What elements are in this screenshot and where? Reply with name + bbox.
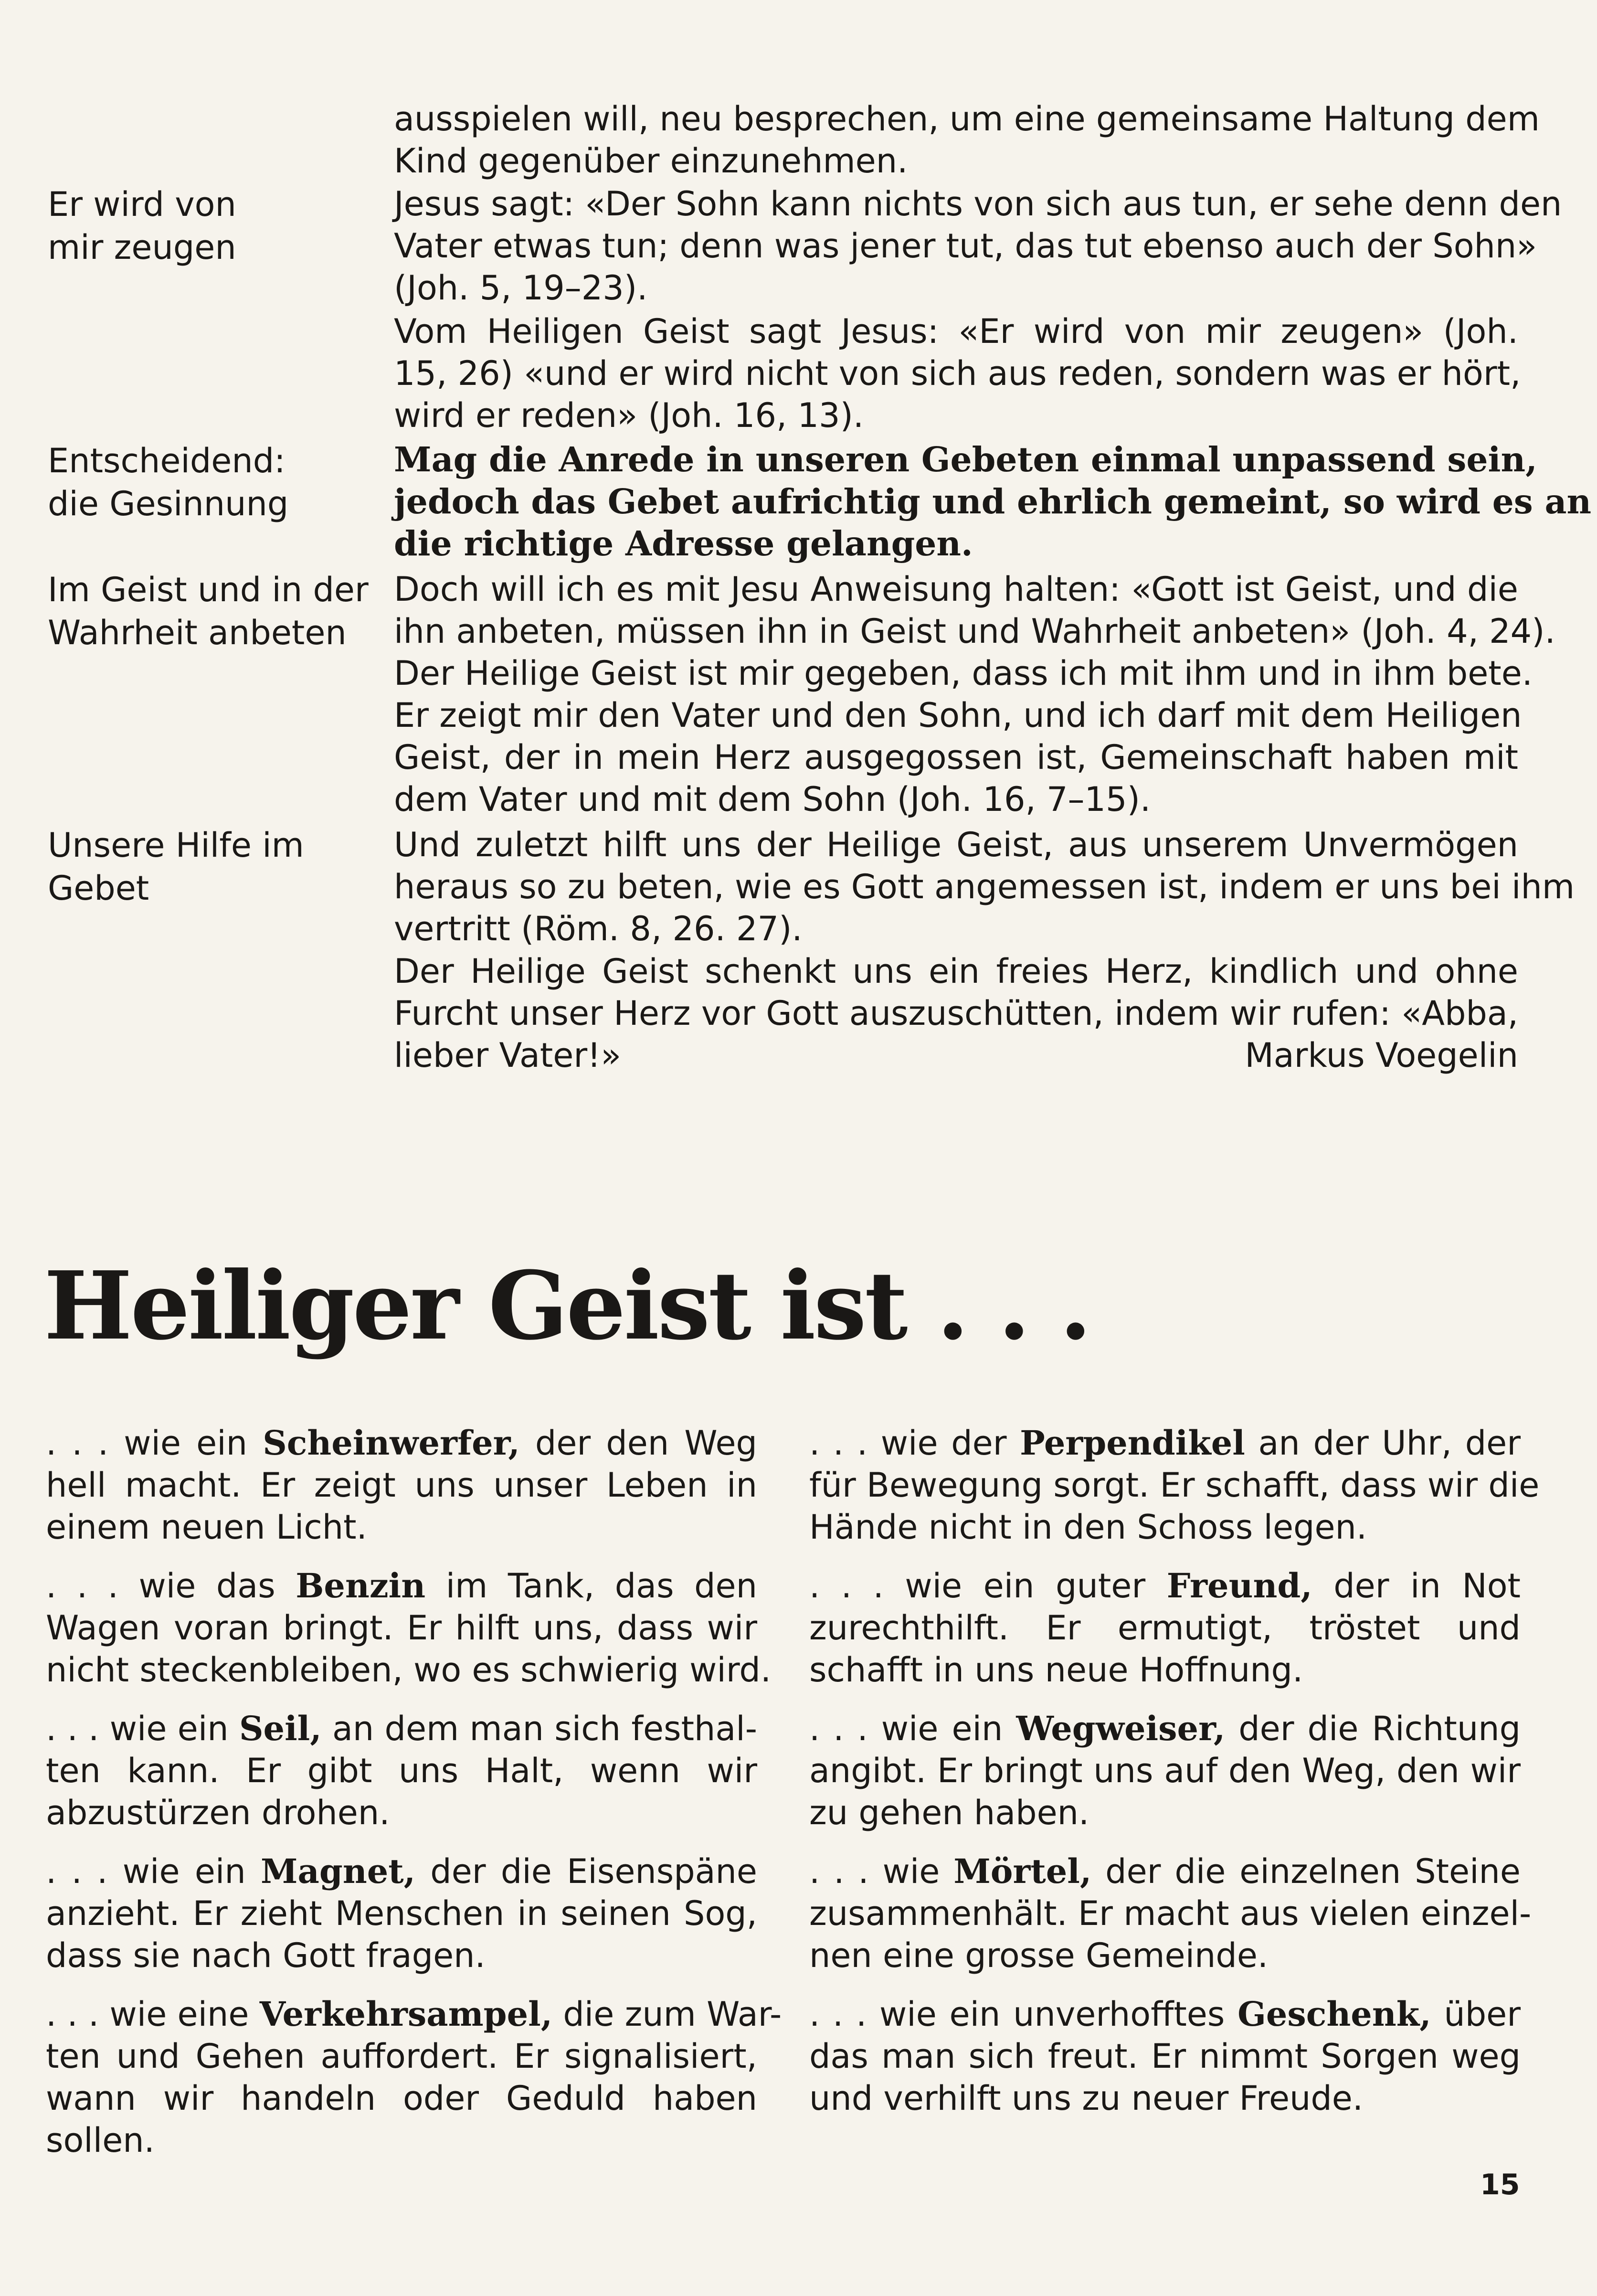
item-text: der die Richtung [1225,1709,1521,1748]
margin-note-line: Wahrheit anbeten [48,613,347,652]
text-line: Mag die Anrede in unseren Gebeten einmal unpassend sein, [394,439,1537,479]
item-lead: . . . wie der [809,1424,1020,1463]
list-item [46,1708,757,1834]
text-line: dem Vater und mit dem Sohn (Joh. 16, 7–15). [394,780,1151,819]
text-line: die richtige Adresse gelangen. [394,523,973,563]
margin-note-4 [48,824,377,910]
text-line: lieber Vater!» [394,1036,622,1075]
text-line: und verhilft uns zu neuer Freude. [809,2079,1364,2118]
list-column-right [809,1422,1540,2136]
item-text: der die Eisenspäne [415,1852,757,1891]
list-item [46,1850,757,1977]
text-line: einem neuen Licht. [46,1508,367,1547]
text-line: vertritt (Röm. 8, 26. 27). [394,909,803,948]
body-paragraph-2 [394,183,1562,309]
list-item [46,1565,772,1691]
list-item [809,1422,1540,1548]
item-lead: . . . wie das [46,1566,296,1605]
list-item [46,1993,782,2161]
text-line: das man sich freut. Er nimmt Sorgen weg [809,2037,1521,2076]
body-paragraph-7 [394,950,1518,1076]
item-text: im Tank, das den [425,1566,757,1605]
text-line: wird er reden» (Joh. 16, 13). [394,396,864,435]
text-line: sollen. [46,2121,155,2160]
item-keyword: Perpendikel [1020,1423,1245,1463]
text-line: Der Heilige Geist ist mir gegeben, dass ich mit ihm und in ihm bete. [394,654,1533,693]
margin-note-line: Er wird von [48,185,236,224]
text-line: dass sie nach Gott fragen. [46,1936,486,1975]
text-line: Geist, der in mein Herz ausgegossen ist, Gemeinschaft haben mit [394,738,1518,777]
item-keyword: Verkehrsampel, [259,1994,553,2034]
text-line: hell macht. Er zeigt uns unser Leben in [46,1466,757,1505]
list-item [809,1850,1532,1977]
item-lead: . . . wie ein unverhofftes [809,1995,1238,2034]
text-line: für Bewegung sorgt. Er schafft, dass wir die [809,1466,1540,1505]
item-lead: . . . wie ein [46,1709,239,1748]
item-lead: . . . wie ein [46,1424,263,1463]
text-line: zurechthilft. Er ermutigt, tröstet und [809,1608,1521,1648]
item-keyword: Benzin [296,1566,426,1605]
list-item [809,1565,1521,1691]
item-lead: . . . wie ein [809,1709,1016,1748]
text-line: angibt. Er bringt uns auf den Weg, den wir [809,1751,1521,1790]
item-keyword: Scheinwerfer, [263,1423,520,1463]
body-paragraph-4-emphasis [394,438,1592,564]
item-lead: . . . wie ein [46,1852,261,1891]
text-line: jedoch das Gebet aufrichtig und ehrlich gemeint, so wird es an [394,481,1592,521]
item-lead: . . . wie ein guter [809,1566,1167,1605]
text-line: Und zuletzt hilft uns der Heilige Geist, aus unserem Unvermögen [394,825,1518,864]
signature-line [394,1034,1518,1076]
text-line: ten und Gehen auffordert. Er signalisiert, [46,2037,757,2076]
text-line: heraus so zu beten, wie es Gott angemessen ist, indem er uns bei ihm [394,867,1575,906]
item-lead: . . . wie [809,1852,954,1891]
section-title: Heiliger Geist ist . . . [44,1251,1090,1361]
text-line: nen eine grosse Gemeinde. [809,1936,1269,1975]
margin-note-line: die Gesinnung [48,484,289,523]
margin-note-2 [48,439,377,525]
text-line: anzieht. Er zieht Menschen in seinen Sog, [46,1894,757,1933]
item-keyword: Seil, [239,1709,322,1748]
text-line: Wagen voran bringt. Er hilft uns, dass wir [46,1608,757,1648]
item-keyword: Wegweiser, [1016,1709,1226,1748]
body-paragraph-6 [394,824,1575,950]
item-text: die zum War- [552,1995,782,2034]
text-line: Doch will ich es mit Jesu Anweisung halten: «Gott ist Geist, und die [394,570,1518,609]
text-line: Kind gegenüber einzunehmen. [394,141,908,181]
margin-note-3 [48,568,377,654]
body-paragraph-5 [394,568,1555,820]
page-number: 15 [1480,2168,1520,2201]
item-keyword: Freund, [1166,1566,1312,1605]
text-line: schafft in uns neue Hoffnung. [809,1650,1303,1690]
author-signature: Markus Voegelin [1245,1036,1518,1075]
text-line: Vater etwas tun; denn was jener tut, das tut ebenso auch der Sohn» [394,226,1537,266]
text-line: nicht steckenbleiben, wo es schwierig wird. [46,1650,772,1690]
body-paragraph-3 [394,310,1521,436]
list-item [809,1993,1521,2119]
text-line: Vom Heiligen Geist sagt Jesus: «Er wird von mir zeugen» (Joh. [394,312,1518,351]
item-lead: . . . wie eine [46,1995,260,2034]
text-line: 15, 26) «und er wird nicht von sich aus reden, sondern was er hört, [394,354,1521,393]
margin-note-1 [48,183,377,269]
margin-note-line: mir zeugen [48,228,236,267]
text-line: zusammenhält. Er macht aus vielen einzel- [809,1894,1532,1933]
item-text: über [1431,1995,1521,2034]
list-item [809,1708,1521,1834]
item-text: an dem man sich festhal- [321,1709,757,1748]
item-text: der die einzelnen Steine [1091,1852,1521,1891]
text-line: ausspielen will, neu besprechen, um eine gemeinsame Haltung dem [394,99,1540,138]
list-item [46,1422,757,1548]
text-line: zu gehen haben. [809,1793,1089,1832]
item-keyword: Mörtel, [953,1851,1092,1891]
text-line: Der Heilige Geist schenkt uns ein freies Herz, kindlich und ohne [394,952,1518,991]
list-column-left [46,1422,782,2178]
text-line: abzustürzen drohen. [46,1793,390,1832]
item-text: an der Uhr, der [1245,1424,1521,1463]
margin-note-line: Im Geist und in der [48,570,369,609]
item-text: der in Not [1312,1566,1521,1605]
text-line: Er zeigt mir den Vater und den Sohn, und ich darf mit dem Heiligen [394,696,1522,735]
body-paragraph-1 [394,98,1540,182]
text-line: Hände nicht in den Schoss legen. [809,1508,1367,1547]
text-line: Furcht unser Herz vor Gott auszuschütten, indem wir rufen: «Abba, [394,994,1518,1033]
margin-note-line: Gebet [48,869,149,908]
margin-note-line: Entscheidend: [48,441,286,480]
item-keyword: Magnet, [261,1851,415,1891]
item-text: der den Weg [519,1424,757,1463]
margin-note-line: Unsere Hilfe im [48,826,304,865]
text-line: (Joh. 5, 19–23). [394,268,648,308]
item-keyword: Geschenk, [1237,1994,1431,2034]
text-line: wann wir handeln oder Geduld haben [46,2079,757,2118]
text-line: ihn anbeten, müssen ihn in Geist und Wahrheit anbeten» (Joh. 4, 24). [394,612,1555,651]
text-line: ten kann. Er gibt uns Halt, wenn wir [46,1751,757,1790]
text-line: Jesus sagt: «Der Sohn kann nichts von sich aus tun, er sehe denn den [394,184,1562,223]
